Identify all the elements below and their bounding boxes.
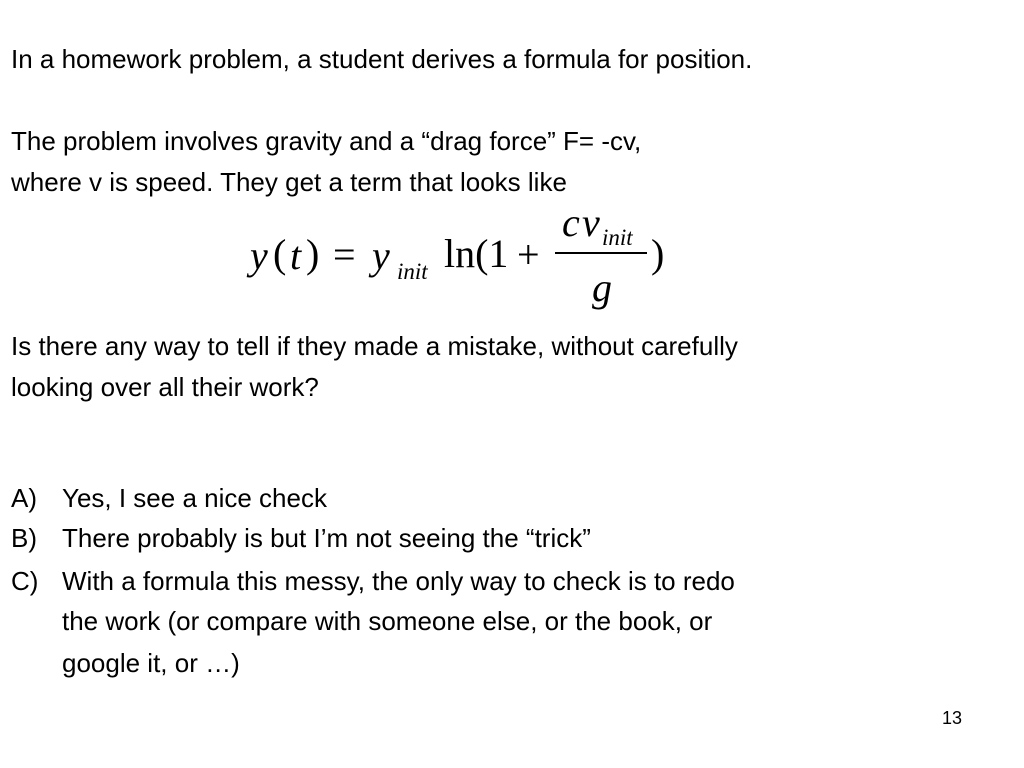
formula-ln: ln(1 [444,231,509,276]
formula-numerator-v: v [582,200,600,245]
formula-plus: + [517,232,540,277]
option-c-text-line-3: google it, or …) [62,648,240,678]
formula-subscript-init: init [397,259,428,284]
intro-line-2: The problem involves gravity and a “drag force” F= -cv, [11,126,642,156]
formula-numerator-subscript-init: init [602,225,633,250]
slide-number: 13 [942,708,963,728]
option-a-letter: A) [11,483,37,513]
intro-line-3: where v is speed. They get a term that looks like [11,167,567,197]
formula-lhs-y: y [250,233,268,278]
formula-denominator-g: g [592,265,612,310]
formula-y: y [372,233,390,278]
option-a-text: Yes, I see a nice check [62,483,327,513]
option-b-text: There probably is but I’m not seeing the “trick” [62,523,591,553]
formula-lhs-t: t [290,233,302,278]
formula-numerator-c: c [562,200,580,245]
option-c-letter: C) [11,566,39,596]
option-c-text-line-1: With a formula this messy, the only way to check is to redo [62,566,735,596]
question-line-2: looking over all their work? [11,372,319,402]
formula-close-paren: ) [651,231,665,276]
question-line-1: Is there any way to tell if they made a mistake, without carefully [11,331,738,361]
intro-line-1: In a homework problem, a student derives a formula for position. [11,44,753,74]
formula-lhs-open-paren: ( [273,231,287,276]
option-b-letter: B) [11,523,37,553]
option-c-text-line-2: the work (or compare with someone else, or the book, or [62,606,713,636]
fraction-bar [555,252,647,254]
formula-equals: = [333,232,356,277]
formula-lhs-close-paren: ) [306,231,320,276]
